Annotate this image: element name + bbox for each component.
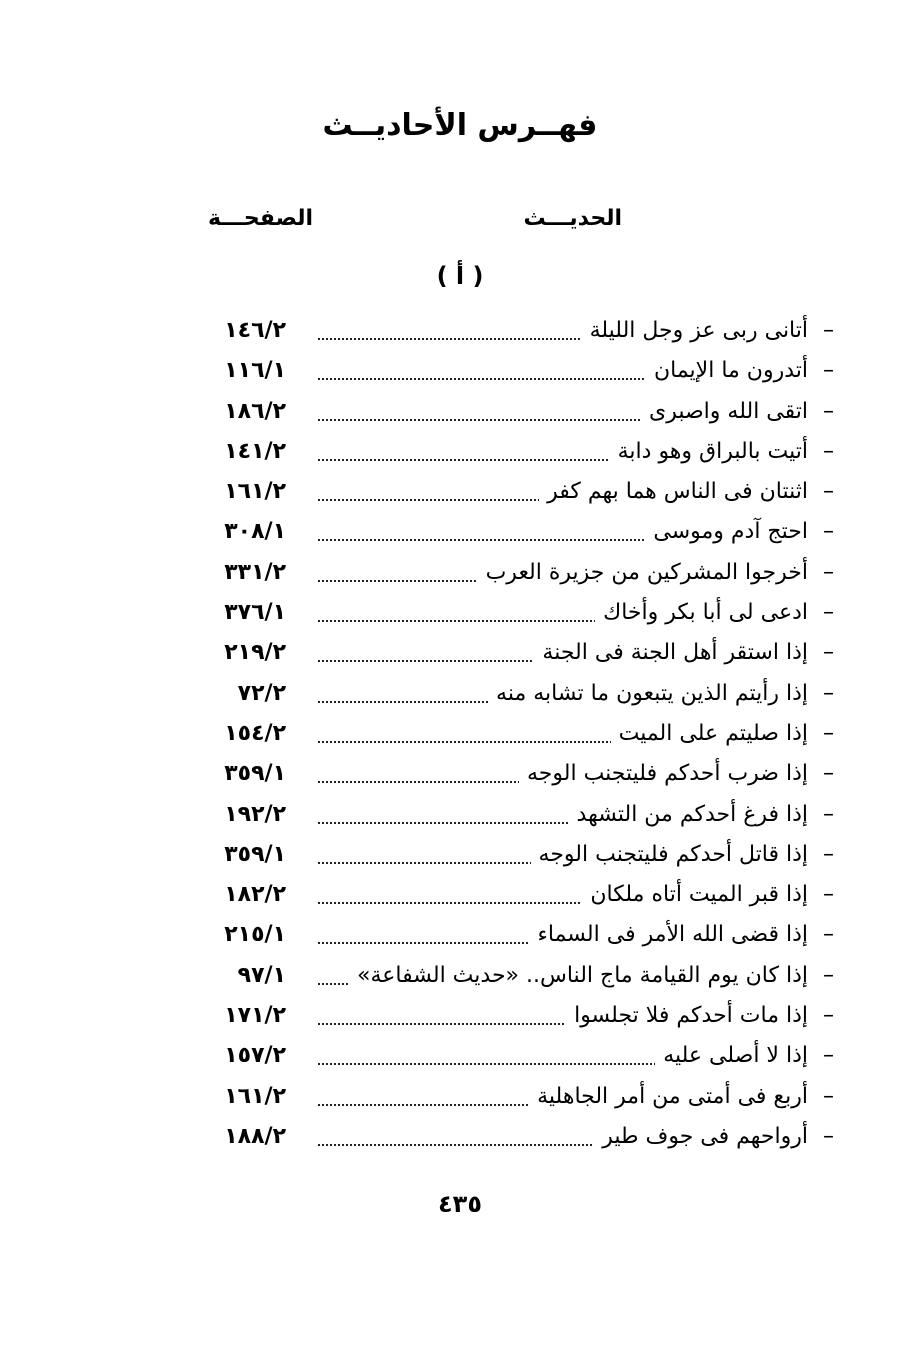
entry-dash: – [823, 1003, 834, 1029]
page-reference: ١٧١/٢ [224, 1003, 286, 1029]
list-item [0, 920, 920, 960]
entry-dash: – [823, 841, 834, 867]
page-number: ٤٣٥ [438, 1190, 482, 1218]
entry-dash: – [823, 358, 834, 384]
hadith-text: إذا قضى الله الأمر فى السماء [530, 922, 808, 947]
page-reference: ٣٠٨/١ [224, 519, 286, 545]
hadith-text: ادعى لى أبا بكر وأخاك [595, 600, 808, 625]
list-item [0, 1041, 920, 1081]
entry-dash: – [823, 1083, 834, 1109]
hadith-text: إذا صليتم على الميت [611, 721, 808, 746]
page-reference: ١٦١/٢ [224, 479, 286, 505]
list-item [0, 598, 920, 638]
list-item [0, 679, 920, 719]
entry-dash: – [823, 1123, 834, 1149]
hadith-text: إذا استقر أهل الجنة فى الجنة [534, 640, 808, 665]
page-reference: ١٩٢/٢ [224, 801, 286, 827]
page-reference: ١٥٧/٢ [224, 1043, 286, 1069]
page-reference: ١٦١/٢ [224, 1083, 286, 1109]
page-reference: ١٥٤/٢ [224, 720, 286, 746]
hadith-text: أتيت بالبراق وهو دابة [610, 439, 808, 464]
hadith-text: إذا رأيتم الذين يتبعون ما تشابه منه [488, 681, 808, 706]
list-item [0, 1082, 920, 1122]
list-item [0, 316, 920, 356]
entry-dash: – [823, 720, 834, 746]
entry-dash: – [823, 882, 834, 908]
list-item [0, 1122, 920, 1162]
column-heading-hadith: الحديـــث [523, 206, 622, 231]
entry-dash: – [823, 318, 834, 343]
list-item [0, 437, 920, 477]
list-item [0, 880, 920, 920]
page-reference: ٧٢/٢ [237, 680, 286, 706]
list-item [0, 477, 920, 517]
page-reference: ٢١٩/٢ [224, 640, 286, 666]
list-item [0, 517, 920, 557]
entry-dash: – [823, 962, 834, 988]
entry-dash: – [823, 680, 834, 706]
hadith-index-list [0, 316, 920, 1162]
list-item [0, 356, 920, 396]
section-letter: ( أ ) [436, 262, 484, 290]
list-item [0, 1001, 920, 1041]
hadith-text: احتج آدم وموسى [645, 519, 808, 544]
page-reference: ٣٥٩/١ [224, 841, 286, 867]
hadith-text: أتانى ربى عز وجل الليلة [582, 318, 808, 343]
entry-dash: – [823, 559, 834, 585]
page-reference: ١٤٦/٢ [224, 318, 286, 343]
entry-dash: – [823, 761, 834, 787]
hadith-text: إذا قبر الميت أتاه ملكان [582, 882, 808, 907]
hadith-text: إذا لا أصلى عليه [655, 1043, 808, 1068]
list-item [0, 638, 920, 678]
entry-dash: – [823, 398, 834, 424]
list-item [0, 800, 920, 840]
hadith-text: أرواحهم فى جوف طير [594, 1124, 808, 1149]
page-reference: ٣٧٦/١ [224, 600, 286, 626]
entry-dash: – [823, 801, 834, 827]
page-reference: ٣٥٩/١ [224, 761, 286, 787]
list-item [0, 759, 920, 799]
page-reference: ٩٧/١ [237, 962, 286, 988]
page-reference: ٣٣١/٢ [224, 559, 286, 585]
page-reference: ١٨٢/٢ [224, 882, 286, 908]
list-item [0, 719, 920, 759]
hadith-text: إذا قاتل أحدكم فليتجنب الوجه [531, 842, 808, 867]
entry-dash: – [823, 479, 834, 505]
entry-dash: – [823, 438, 834, 464]
entry-dash: – [823, 519, 834, 545]
page-reference: ١٨٨/٢ [224, 1123, 286, 1149]
entry-dash: – [823, 640, 834, 666]
column-heading-page: الصفحـــة [208, 206, 314, 231]
page-reference: ٢١٥/١ [224, 922, 286, 948]
page-reference: ١٨٦/٢ [224, 398, 286, 424]
list-item [0, 961, 920, 1001]
hadith-text: اثنتان فى الناس هما بهم كفر [539, 479, 808, 504]
list-item [0, 397, 920, 437]
hadith-text: أربع فى أمتى من أمر الجاهلية [529, 1084, 808, 1109]
hadith-text: اتقى الله واصبرى [641, 399, 808, 424]
entry-dash: – [823, 922, 834, 948]
page-reference: ١١٦/١ [224, 358, 286, 384]
hadith-text: إذا كان يوم القيامة ماج الناس.. «حديث الشفاعة» [349, 963, 808, 988]
hadith-text: أتدرون ما الإيمان [646, 358, 808, 383]
entry-dash: – [823, 600, 834, 626]
page-title: فهــرس الأحاديــث [322, 108, 598, 143]
entry-dash: – [823, 1043, 834, 1069]
hadith-text: إذا ضرب أحدكم فليتجنب الوجه [519, 761, 808, 786]
list-item [0, 558, 920, 598]
page-reference: ١٤١/٢ [224, 438, 286, 464]
hadith-text: إذا مات أحدكم فلا تجلسوا [566, 1003, 808, 1028]
hadith-text: أخرجوا المشركين من جزيرة العرب [478, 560, 808, 585]
hadith-text: إذا فرغ أحدكم من التشهد [569, 802, 808, 827]
list-item [0, 840, 920, 880]
